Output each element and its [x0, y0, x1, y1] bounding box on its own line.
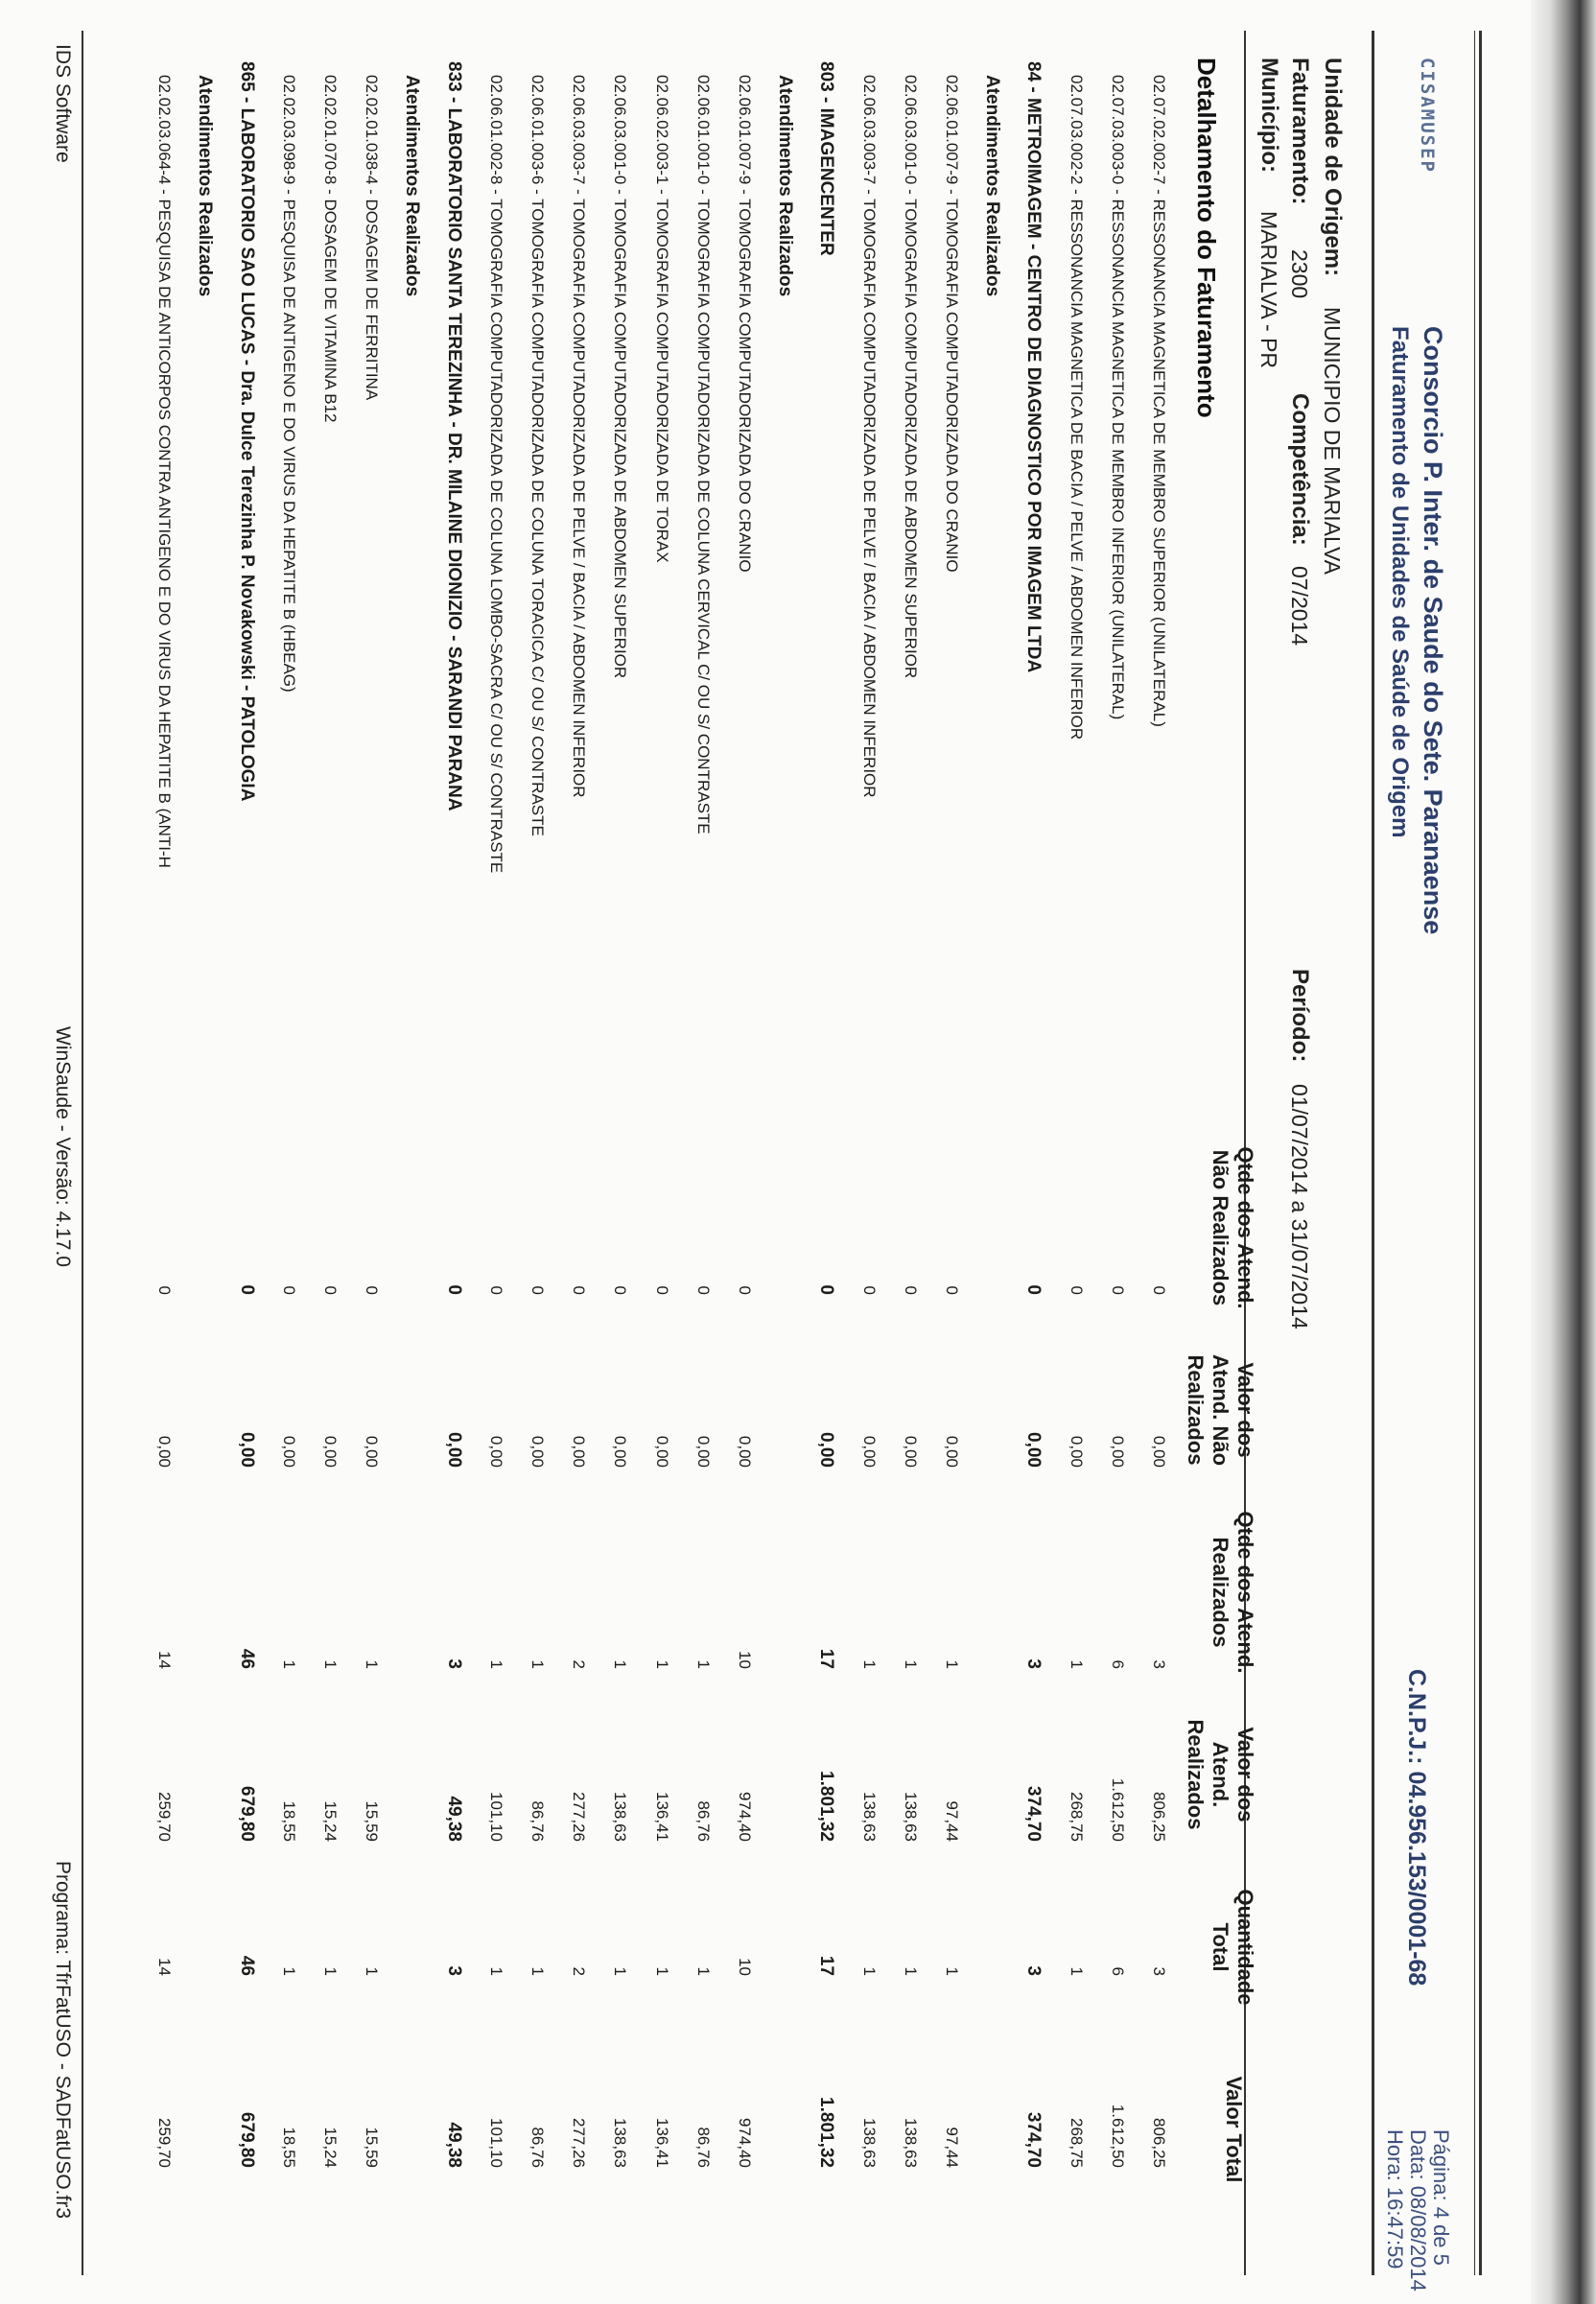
row-description: 02.07.03.003-0 - RESSONANCIA MAGNETICA DE MEMBRO INFERIOR (UNILATERAL) — [1108, 75, 1127, 720]
cell-qtde-realizados: 14 — [155, 1651, 175, 1669]
table-row — [932, 0, 961, 2304]
row-description: 02.07.03.002-2 - RESSONANCIA MAGNETICA DE BACIA / PELVE / ABDOMEN INFERIOR — [1067, 75, 1086, 741]
footer-center: WinSaude - Versão: 4.17.0 — [52, 1026, 74, 1267]
cell-qtde-realizados: 1 — [611, 1659, 630, 1669]
cell-qtde-nao-realizados: 0 — [363, 1285, 382, 1295]
row-description: 02.06.01.001-0 - TOMOGRAFIA COMPUTADORIZADA DE COLUNA CERVICAL C/ OU S/ CONTRASTE — [693, 75, 713, 835]
cell-qtde-realizados: 46 — [236, 1648, 257, 1669]
cell-valor-nao-realizados: 0,00 — [443, 1432, 464, 1468]
cell-valor-realizados: 136,41 — [652, 1792, 671, 1842]
cell-qtde-nao-realizados: 0 — [486, 1285, 505, 1295]
cell-valor-nao-realizados: 0,00 — [155, 1435, 175, 1468]
group-row — [228, 0, 257, 2304]
cell-valor-total: 138,63 — [859, 2118, 879, 2168]
cell-qtde-nao-realizados: 0 — [611, 1285, 630, 1295]
cell-quantidade-total: 2 — [570, 1966, 589, 1976]
footer-left: IDS Software — [52, 44, 74, 163]
table-row — [891, 0, 920, 2304]
cell-qtde-nao-realizados: 0 — [321, 1285, 340, 1295]
row-description: 833 - LABORATORIO SANTA TEREZINHA - DR. MILAINE DIONIZIO - SARANDI PARANA — [443, 61, 464, 811]
cell-quantidade-total: 1 — [611, 1966, 630, 1976]
cell-valor-realizados: 259,70 — [155, 1792, 175, 1842]
cell-valor-realizados: 268,75 — [1067, 1792, 1086, 1842]
row-description: 02.02.01.038-4 - DOSAGEM DE FERRITINA — [363, 75, 382, 401]
cell-valor-total: 86,76 — [693, 2127, 713, 2168]
row-description: 02.06.01.007-9 - TOMOGRAFIA COMPUTADORIZADA DO CRANIO — [736, 75, 754, 573]
row-description: 865 - LABORATORIO SAO LUCAS - Dra. Dulce Terezinha P. Novakowski - PATOLOGIA — [236, 61, 257, 802]
cell-valor-nao-realizados: 0,00 — [859, 1435, 879, 1468]
cell-valor-nao-realizados: 0,00 — [652, 1435, 671, 1468]
cell-valor-total: 138,63 — [901, 2118, 920, 2168]
row-description: 02.06.01.002-8 - TOMOGRAFIA COMPUTADORIZADA DE COLUNA LOMBO-SACRA C/ OU S/ CONTRASTE — [486, 75, 505, 874]
cell-qtde-nao-realizados: 0 — [528, 1285, 547, 1295]
subsection-row — [974, 0, 1002, 2304]
cell-quantidade-total: 1 — [652, 1966, 671, 1976]
cell-valor-total: 136,41 — [652, 2118, 671, 2168]
cell-valor-nao-realizados: 0,00 — [570, 1435, 589, 1468]
header-title: Consorcio P. Inter. de Saude do Sete. Paranaense — [1419, 326, 1447, 935]
cell-valor-nao-realizados: 0,00 — [236, 1432, 257, 1468]
col-quantidade-total: Quantidade Total — [1209, 1889, 1257, 2006]
cell-qtde-nao-realizados: 0 — [943, 1285, 961, 1295]
cnpj-text: C.N.P.J.: 04.956.153/0001-68 — [1403, 1669, 1430, 1987]
row-description: 02.06.03.001-0 - TOMOGRAFIA COMPUTADORIZADA DE ABDOMEN SUPERIOR — [611, 75, 630, 679]
row-description: 84 - METROIMAGEM - CENTRO DE DIAGNOSTICO POR IMAGEM LTDA — [1023, 61, 1044, 673]
cell-quantidade-total: 1 — [901, 1966, 920, 1976]
cell-quantidade-total: 1 — [486, 1966, 505, 1976]
cell-qtde-realizados: 17 — [816, 1648, 837, 1669]
footer-rule — [82, 31, 83, 2275]
cell-valor-realizados: 86,76 — [693, 1800, 713, 1842]
row-description: 02.06.01.003-6 - TOMOGRAFIA COMPUTADORIZADA DE COLUNA TORACICA C/ OU S/ CONTRASTE — [528, 75, 547, 836]
logo: CISAMUSEP — [1417, 58, 1438, 174]
scanner-edge — [1531, 0, 1596, 2304]
row-description: 02.07.02.002-7 - RESSONANCIA MAGNETICA DE MEMBRO SUPERIOR (UNILATERAL) — [1150, 75, 1168, 727]
cell-valor-total: 15,59 — [363, 2127, 382, 2168]
table-row — [643, 0, 671, 2304]
cell-qtde-realizados: 3 — [443, 1658, 464, 1669]
cell-valor-total: 1.801,32 — [816, 2097, 837, 2168]
cell-valor-nao-realizados: 0,00 — [736, 1435, 754, 1468]
table-row — [311, 0, 340, 2304]
cell-quantidade-total: 3 — [1150, 1966, 1168, 1976]
cell-quantidade-total: 1 — [279, 1966, 298, 1976]
cell-qtde-realizados: 3 — [1150, 1659, 1168, 1669]
cell-valor-total: 97,44 — [943, 2127, 961, 2168]
cell-qtde-nao-realizados: 0 — [279, 1285, 298, 1295]
footer-right: Programa: TfrFatUSO - SADFatUSO.fr3 — [52, 1861, 74, 2220]
cell-valor-nao-realizados: 0,00 — [321, 1435, 340, 1468]
table-row — [1057, 0, 1086, 2304]
cell-valor-total: 806,25 — [1150, 2118, 1168, 2168]
cell-quantidade-total: 46 — [236, 1955, 257, 1976]
row-description: 02.06.03.001-0 - TOMOGRAFIA COMPUTADORIZADA DE ABDOMEN SUPERIOR — [901, 75, 920, 679]
page-number: Página: 4 de 5 — [1429, 2129, 1453, 2266]
table-row — [518, 0, 547, 2304]
cell-valor-nao-realizados: 0,00 — [363, 1435, 382, 1468]
header-top-rule-thin — [1474, 31, 1475, 2275]
cell-valor-realizados: 15,24 — [321, 1800, 340, 1842]
cell-qtde-nao-realizados: 0 — [736, 1285, 754, 1295]
cell-qtde-realizados: 1 — [901, 1659, 920, 1669]
cell-qtde-nao-realizados: 0 — [1150, 1285, 1168, 1295]
cell-qtde-realizados: 1 — [321, 1659, 340, 1669]
cell-valor-realizados: 974,40 — [736, 1792, 754, 1842]
cell-valor-realizados: 806,25 — [1150, 1792, 1168, 1842]
header-bottom-rule — [1372, 31, 1374, 2275]
cell-valor-realizados: 18,55 — [279, 1800, 298, 1842]
cell-quantidade-total: 10 — [736, 1958, 754, 1976]
cell-valor-total: 974,40 — [736, 2118, 754, 2168]
report-page — [29, 0, 1511, 2304]
cell-valor-total: 259,70 — [155, 2118, 175, 2168]
cell-quantidade-total: 1 — [363, 1966, 382, 1976]
table-row — [1098, 0, 1127, 2304]
cell-valor-total: 18,55 — [279, 2127, 298, 2168]
cell-valor-nao-realizados: 0,00 — [693, 1435, 713, 1468]
cell-valor-total: 101,10 — [486, 2118, 505, 2168]
subsection-row — [186, 0, 215, 2304]
row-description: 02.06.03.003-7 - TOMOGRAFIA COMPUTADORIZADA DE PELVE / BACIA / ABDOMEN INFERIOR — [859, 75, 879, 798]
cell-valor-nao-realizados: 0,00 — [943, 1435, 961, 1468]
col-qtde-nao-realizados: Qtde dos Atend. Não Realizados — [1209, 1146, 1257, 1309]
row-description: 02.06.01.007-9 - TOMOGRAFIA COMPUTADORIZADA DO CRANIO — [943, 75, 961, 573]
cell-quantidade-total: 1 — [859, 1966, 879, 1976]
cell-valor-realizados: 277,26 — [570, 1792, 589, 1842]
cell-qtde-nao-realizados: 0 — [1023, 1284, 1044, 1295]
cell-valor-nao-realizados: 0,00 — [1023, 1432, 1044, 1468]
unidade-label: Unidade de Origem: — [1320, 58, 1346, 277]
table-row — [352, 0, 381, 2304]
cell-quantidade-total: 1 — [1067, 1966, 1086, 1976]
periodo-value: 01/07/2014 a 31/07/2014 — [1287, 1084, 1312, 1329]
cell-valor-realizados: 101,10 — [486, 1792, 505, 1842]
cell-valor-realizados: 15,59 — [363, 1800, 382, 1842]
table-row — [600, 0, 629, 2304]
cell-valor-total: 277,26 — [570, 2118, 589, 2168]
row-description: Atendimentos Realizados — [195, 75, 216, 297]
cell-qtde-realizados: 1 — [363, 1659, 382, 1669]
cell-qtde-nao-realizados: 0 — [693, 1285, 713, 1295]
periodo-label: Período: — [1287, 969, 1313, 1063]
cell-quantidade-total: 6 — [1108, 1966, 1127, 1976]
row-description: 02.02.03.098-9 - PESQUISA DE ANTIGENO E DO VIRUS DA HEPATITE B (HBEAG) — [279, 75, 298, 693]
section-title: Detalhamento do Faturamento — [1192, 58, 1221, 418]
cell-valor-nao-realizados: 0,00 — [1108, 1435, 1127, 1468]
cell-qtde-nao-realizados: 0 — [816, 1284, 837, 1295]
print-time: Hora: 16:47:59 — [1383, 2129, 1407, 2269]
col-valor-total: Valor Total — [1222, 2076, 1246, 2183]
cell-valor-nao-realizados: 0,00 — [486, 1435, 505, 1468]
cell-valor-realizados: 1.612,50 — [1108, 1777, 1127, 1842]
cell-valor-nao-realizados: 0,00 — [279, 1435, 298, 1468]
cell-qtde-nao-realizados: 0 — [443, 1284, 464, 1295]
faturamento-label: Faturamento: — [1287, 58, 1313, 205]
row-description: 02.02.03.064-4 - PESQUISA DE ANTICORPOS CONTRA ANTIGENO E DO VIRUS DA HEPATITE B (ANTI-H — [155, 75, 175, 868]
cell-valor-total: 138,63 — [611, 2118, 630, 2168]
cell-quantidade-total: 14 — [155, 1958, 175, 1976]
table-row — [725, 0, 754, 2304]
cell-qtde-realizados: 1 — [279, 1659, 298, 1669]
cell-qtde-realizados: 1 — [486, 1659, 505, 1669]
print-date: Data: 08/08/2014 — [1406, 2129, 1430, 2292]
row-description: 02.06.03.003-7 - TOMOGRAFIA COMPUTADORIZADA DE PELVE / BACIA / ABDOMEN INFERIOR — [570, 75, 589, 798]
group-row — [1015, 0, 1044, 2304]
cell-qtde-nao-realizados: 0 — [859, 1285, 879, 1295]
row-description: Atendimentos Realizados — [402, 75, 423, 297]
cell-quantidade-total: 3 — [443, 1965, 464, 1976]
table-row — [850, 0, 879, 2304]
row-description: 803 - IMAGENCENTER — [816, 61, 837, 256]
cell-valor-total: 679,80 — [236, 2111, 257, 2168]
header-top-rule — [1479, 31, 1482, 2275]
cell-valor-total: 268,75 — [1067, 2118, 1086, 2168]
cell-qtde-realizados: 6 — [1108, 1659, 1127, 1669]
cell-qtde-realizados: 1 — [1067, 1659, 1086, 1669]
cell-qtde-nao-realizados: 0 — [236, 1284, 257, 1295]
cell-valor-total: 1.612,50 — [1108, 2104, 1127, 2168]
cell-valor-realizados: 374,70 — [1023, 1785, 1044, 1842]
competencia-value: 07/2014 — [1287, 566, 1312, 647]
cell-qtde-realizados: 1 — [859, 1659, 879, 1669]
cell-valor-nao-realizados: 0,00 — [1150, 1435, 1168, 1468]
cell-valor-nao-realizados: 0,00 — [1067, 1435, 1086, 1468]
col-qtde-realizados: Qtde dos Atend. Realizados — [1209, 1511, 1257, 1674]
row-description: Atendimentos Realizados — [775, 75, 796, 297]
cell-quantidade-total: 17 — [816, 1955, 837, 1976]
table-row — [145, 0, 174, 2304]
faturamento-value: 2300 — [1287, 249, 1312, 299]
table-row — [684, 0, 713, 2304]
col-valor-nao-realizados: Valor dos Atend. Não Realizados — [1184, 1353, 1257, 1467]
cell-qtde-nao-realizados: 0 — [570, 1285, 589, 1295]
cell-valor-total: 374,70 — [1023, 2111, 1044, 2168]
cell-valor-realizados: 1.801,32 — [816, 1771, 837, 1842]
unidade-value: MUNICIPIO DE MARIALVA — [1320, 307, 1345, 576]
cell-qtde-realizados: 1 — [943, 1659, 961, 1669]
cell-valor-realizados: 49,38 — [443, 1796, 464, 1842]
table-row — [477, 0, 505, 2304]
cell-qtde-nao-realizados: 0 — [155, 1285, 175, 1295]
cell-valor-realizados: 138,63 — [901, 1792, 920, 1842]
cell-valor-nao-realizados: 0,00 — [901, 1435, 920, 1468]
cell-valor-total: 15,24 — [321, 2127, 340, 2168]
cell-valor-total: 49,38 — [443, 2122, 464, 2168]
cell-valor-nao-realizados: 0,00 — [528, 1435, 547, 1468]
cell-qtde-nao-realizados: 0 — [1067, 1285, 1086, 1295]
col-valor-realizados: Valor dos Atend. Realizados — [1184, 1719, 1257, 1830]
cell-valor-realizados: 138,63 — [859, 1792, 879, 1842]
cell-qtde-realizados: 10 — [736, 1651, 754, 1669]
cell-qtde-nao-realizados: 0 — [652, 1285, 671, 1295]
row-description: 02.02.01.070-8 - DOSAGEM DE VITAMINA B12 — [321, 75, 340, 423]
cell-valor-nao-realizados: 0,00 — [816, 1432, 837, 1468]
municipio-label: Município: — [1256, 58, 1282, 173]
cell-qtde-realizados: 2 — [570, 1659, 589, 1669]
table-row — [559, 0, 588, 2304]
cell-quantidade-total: 1 — [693, 1966, 713, 1976]
group-row — [808, 0, 836, 2304]
cell-quantidade-total: 1 — [528, 1966, 547, 1976]
competencia-label: Competência: — [1287, 393, 1313, 546]
cell-quantidade-total: 1 — [321, 1966, 340, 1976]
cell-qtde-nao-realizados: 0 — [901, 1285, 920, 1295]
table-row — [270, 0, 298, 2304]
cell-valor-nao-realizados: 0,00 — [611, 1435, 630, 1468]
group-row — [435, 0, 464, 2304]
row-description: 02.06.02.003-1 - TOMOGRAFIA COMPUTADORIZADA DE TORAX — [652, 75, 671, 563]
municipio-value: MARIALVA - PR — [1256, 211, 1281, 369]
cell-valor-realizados: 86,76 — [528, 1800, 547, 1842]
cell-valor-realizados: 97,44 — [943, 1800, 961, 1842]
cell-qtde-realizados: 3 — [1023, 1658, 1044, 1669]
row-description: Atendimentos Realizados — [982, 75, 1003, 297]
cell-valor-realizados: 138,63 — [611, 1792, 630, 1842]
cell-valor-total: 86,76 — [528, 2127, 547, 2168]
subsection-row — [766, 0, 795, 2304]
cell-quantidade-total: 3 — [1023, 1965, 1044, 1976]
header-subtitle: Faturamento de Unidades de Saúde de Origem — [1387, 326, 1413, 838]
subsection-row — [393, 0, 422, 2304]
cell-valor-realizados: 679,80 — [236, 1785, 257, 1842]
cell-qtde-realizados: 1 — [652, 1659, 671, 1669]
cell-qtde-realizados: 1 — [693, 1659, 713, 1669]
table-row — [1139, 0, 1168, 2304]
cell-qtde-nao-realizados: 0 — [1108, 1285, 1127, 1295]
cell-quantidade-total: 1 — [943, 1966, 961, 1976]
cell-qtde-realizados: 1 — [528, 1659, 547, 1669]
